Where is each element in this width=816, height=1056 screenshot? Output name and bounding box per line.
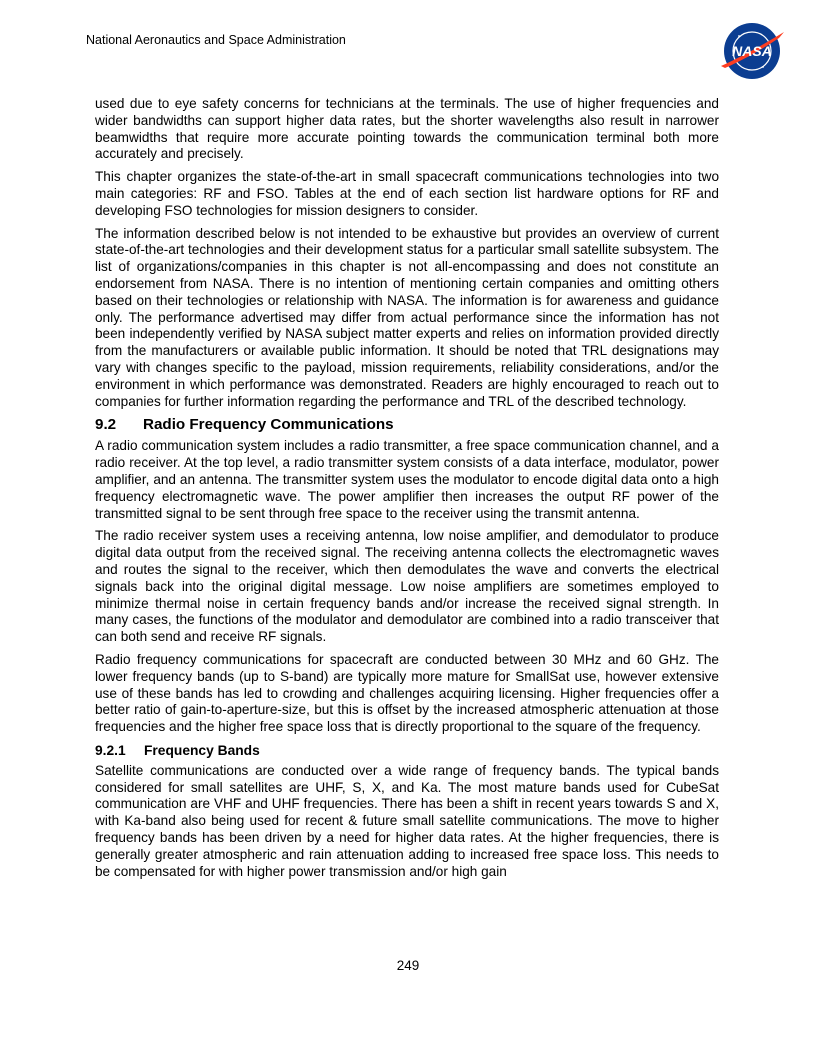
paragraph: Radio frequency communications for spacecraft are conducted between 30 MHz and 60 GHz. The lower frequency bands (up to S-band) are typically more mature for SmallSat use, however extensive use of these bands has led to crowding and challenges acquiring licensing. Higher frequencies offer a better ratio of gain-to-aperture-size, but this is offset by the increased atmospheric attenuation at those frequencies and the higher free space loss that is directly proportional to the square of the frequency. <box>95 651 719 735</box>
logo-star <box>762 66 764 68</box>
section-title: Frequency Bands <box>144 742 260 758</box>
logo-star <box>738 35 740 37</box>
paragraph: Satellite communications are conducted over a wide range of frequency bands. The typical bands considered for small satellites are UHF, S, X, and Ka. The most mature bands used for CubeSat communication are VHF and UHF frequencies. There has been a shift in recent years towards S and X, with Ka-band also being used for recent & future small satellite communications. The move to higher frequency bands has been driven by a need for higher data rates. At the higher frequencies, there is generally greater atmospheric and rain attenuation adding to increased free space loss. This needs to be compensated for with higher power transmission and/or high gain <box>95 762 719 879</box>
paragraph: The information described below is not intended to be exhaustive but provides an overview of current state-of-the-art technologies and their development status for a particular small satellite subsystem. The list of organizations/companies in this chapter is not all-encompassing and does not constitute an endorsement from NASA. There is no intention of mentioning certain companies and omitting others based on their technologies or relationship with NASA. The information is for awareness and guidance only. The performance advertised may differ from actual performance since the information has not been independently verified by NASA subject matter experts and relies on information provided directly from the manufacturers or available public information. It should be noted that TRL designations may vary with changes specific to the payload, mission requirements, reliability considerations, and/or the environment in which performance was demonstrated. Readers are highly encouraged to reach out to companies for further information regarding the performance and TRL of the described technology. <box>95 225 719 409</box>
section-title: Radio Frequency Communications <box>143 416 394 434</box>
page-number: 249 <box>396 958 420 973</box>
section-heading-9-2-1 <box>95 742 719 759</box>
header-org-name: National Aeronautics and Space Administration <box>86 33 346 47</box>
paragraph: used due to eye safety concerns for technicians at the terminals. The use of higher frequencies and wider bandwidths can support higher data rates, but the shorter wavelengths also result in narrower beamwidths that require more accurate pointing towards the communication terminal both more accurately and precisely. <box>95 96 719 162</box>
logo-wordmark: NASA <box>732 43 772 59</box>
section-heading-9-2 <box>95 416 719 434</box>
page-content <box>95 96 719 886</box>
paragraph: This chapter organizes the state-of-the-art in small spacecraft communications technologies into two main categories: RF and FSO. Tables at the end of each section list hardware options for RF and developing FSO technologies for mission designers to consider. <box>95 169 719 218</box>
nasa-logo <box>717 20 787 82</box>
section-number: 9.2 <box>95 416 117 434</box>
paragraph: The radio receiver system uses a receiving antenna, low noise amplifier, and demodulator to produce digital data output from the received signal. The receiving antenna collects the electromagnetic waves and routes the signal to the receiver, which then demodulates the wave and converts the electrical signals back into the original digital message. Low noise amplifiers are sometimes employed to minimize thermal noise in certain frequency bands and/or increase the received signal strength. In many cases, the functions of the modulator and demodulator are combined into a radio transceiver that can both send and receive RF signals. <box>95 528 719 645</box>
section-number: 9.2.1 <box>95 742 126 758</box>
paragraph: A radio communication system includes a radio transmitter, a free space communication channel, and a radio receiver. At the top level, a radio transmitter system consists of a data interface, modulator, power amplifier, and an antenna. The transmitter system uses the modulator to encode digital data onto a high frequency electromagnetic wave. The power amplifier then increases the output RF power of the transmitted signal to be sent through free space to the receiver using the transmit antenna. <box>95 438 719 521</box>
